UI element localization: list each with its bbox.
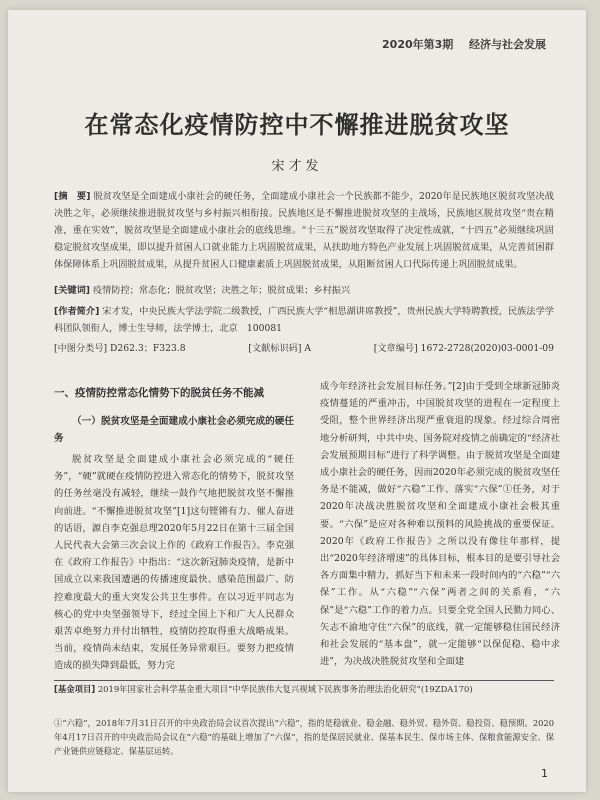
classification-codes <box>54 340 554 354</box>
fund-note <box>54 682 554 696</box>
abstract-label: [摘 要] <box>54 191 91 202</box>
body-paragraph-continued: 成今年经济社会发展目标任务。”[2]由于受到全球新冠肺炎疫情蔓延的严重冲击，中国脱贫攻坚的进程在一定程度上受阻，整个世界经济出现严重衰退的现象。经过综合周密地分析研判，中共中央、国务院对疫情之前确定的“经济社会发展预期目标”进行了科学调整。由于脱贫攻坚是全面建成小康社会的硬任务，因而2020年必须完成的脱贫攻坚任务是不能减，做好“六稳”工作、落实“六保”①任务，对于2020年决战决胜脱贫攻坚和全面建成小康社会极其重要。“六保”是应对各种难以预料的风险挑战的重要保证。2020年《政府工作报告》之所以没有像往年那样，提出“2020年经济增速”的具体目标，根本目的是要引导社会各方面集中精力，抓好当下和未来一段时间内的“六稳”“六保”工作。从“六稳”“六保”两者之间的关系看，“六保”是“六稳”工作的着力点。只要全党全国人民勠力同心、矢志不渝地守住“六保”的底线，就一定能够稳住国民经济和社会发展的“基本盘”，就一定能够“以保促稳、稳中求进”，为决战决胜脱贫攻坚和全面建 <box>320 381 560 668</box>
fund-text: 2019年国家社会科学基金重大项目“中华民族伟大复兴视域下民族事务治理法治化研究”(19ZDA170) <box>97 684 473 694</box>
abstract <box>54 188 554 273</box>
footnote-divider <box>54 680 554 681</box>
journal-page <box>8 10 586 792</box>
author-intro-label: [作者简介] <box>54 306 100 317</box>
left-column <box>54 378 294 675</box>
footnote: ①“六稳”，2018年7月31日召开的中央政治局会议首次提出“六稳”，指的是稳就业、稳金融、稳外贸、稳外资、稳投资、稳预期。2020年4月17日召开的中央政治局会议在“六稳”的基础上增加了“六保”，指的是保居民就业、保基本民生、保市场主体、保粮食能源安全、保产业链供应链稳定、保基层运转。 <box>54 718 554 756</box>
abstract-text: 脱贫攻坚是全面建成小康社会的硬任务，全面建成小康社会一个民族都不能少，2020年是民族地区脱贫攻坚决战决胜之年，必须继续推进脱贫攻坚与乡村振兴相衔接。民族地区是不懈推进脱贫攻坚的主战场，民族地区脱贫攻坚“贵在精准，重在实效”，脱贫攻坚是全面建成小康社会的底线思维。“十三五”脱贫攻坚取得了决定性成就，“十四五”必须继续巩固稳定脱贫攻坚成果，即以提升贫困人口就业能力上巩固脱贫成果，从扶助地方特色产业发展上巩固脱贫成果，从完善贫困群体保障体系上巩固脱贫成果，从提升贫困人口健康素质上巩固脱贫成果，从阻断贫困人口代际传递上巩固脱贫成果。 <box>54 191 554 270</box>
article-author: 宋才发 <box>271 159 323 174</box>
issue-label: 2020年第3期 <box>382 38 454 51</box>
article-title: 在常态化疫情防控中不懈推进脱贫攻坚 <box>84 111 510 139</box>
section-heading: 一、疫情防控常态化情势下的脱贫任务不能减 <box>54 387 264 399</box>
subsection-heading: （一）脱贫攻坚是全面建成小康社会必须完成的硬任务 <box>54 416 294 444</box>
keywords <box>54 282 554 299</box>
keywords-text: 疫情防控；常态化；脱贫攻坚；决胜之年；脱贫成果；乡村振兴 <box>92 285 351 296</box>
fund-label: [基金项目] <box>54 684 96 694</box>
document-code: [文献标识码] A <box>248 343 311 354</box>
keywords-label: [关键词] <box>54 285 90 296</box>
running-header <box>382 36 546 52</box>
right-column <box>320 378 560 670</box>
author-intro-text: 宋才发，中央民族大学法学院二级教授，广西民族大学“相思湖讲席教授”，贵州民族大学特聘教授，民族法学学科团队领衔人，博士生导师，法学博士，北京 100081 <box>54 306 554 334</box>
journal-name: 经济与社会发展 <box>469 38 546 51</box>
author-intro <box>54 303 554 337</box>
page-number: 1 <box>541 767 548 780</box>
article-number: [文章编号] 1672-2728(2020)03-0001-09 <box>373 343 554 354</box>
body-paragraph: 脱贫攻坚是全面建成小康社会必须完成的“硬任务”，“硬”就硬在疫情防控进入常态化的情势下，脱贫攻坚的任务丝毫没有减轻，继续一鼓作气地把脱贫攻坚不懈推向前进。“不懈推进脱贫攻坚”[1]这句铿锵有力、催人奋进的话语，源自李克强总理2020年5月22日在第十三届全国人民代表大会第三次会议上作的《政府工作报告》。李克强在《政府工作报告》中指出：“这次新冠肺炎疫情，是新中国成立以来我国遭遇的传播速度最快、感染范围最广、防控难度最大的重大突发公共卫生事件。在以习近平同志为核心的党中央坚强领导下，经过全国上下和广大人民群众艰苦卓绝努力并付出牺牲，疫情防控取得重大战略成果。当前，疫情尚未结束，发展任务异常艰巨。要努力把疫情造成的损失降到最低，努力完 <box>54 454 294 672</box>
clc-code: [中图分类号] D262.3；F323.8 <box>54 343 186 354</box>
